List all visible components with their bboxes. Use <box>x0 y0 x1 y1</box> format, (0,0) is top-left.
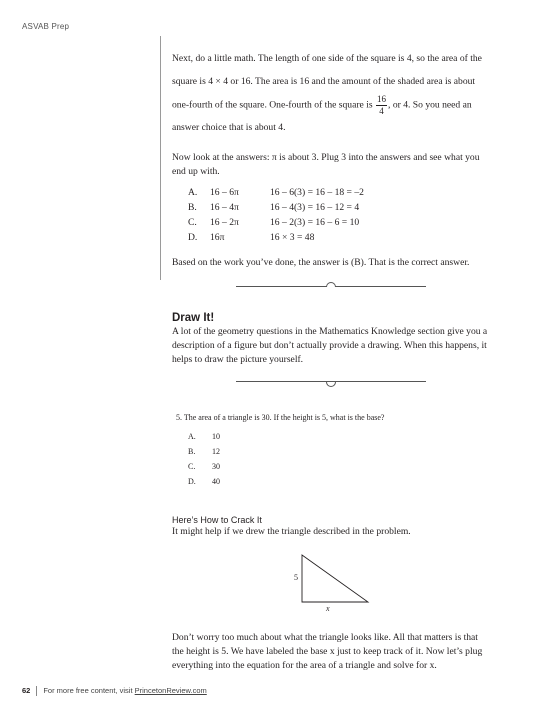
base-label: x <box>326 604 330 613</box>
answer-work: 16 – 6(3) = 16 – 18 = –2 <box>270 187 364 198</box>
margin-rule <box>160 36 161 280</box>
footer-separator <box>36 686 37 696</box>
page-footer <box>22 686 207 696</box>
para1-line3-end: , or 4. So you need an <box>388 99 472 111</box>
para1-line1: Next, do a little math. The length of one side of the square is 4, so the area of the <box>172 53 482 64</box>
footer-link[interactable]: PrincetonReview.com <box>134 686 207 695</box>
para2-line2: end up with. <box>172 166 220 177</box>
running-header: ASVAB Prep <box>22 22 70 31</box>
option-value: 10 <box>212 432 220 441</box>
option-value: 40 <box>212 477 220 486</box>
para1-line4: answer choice that is about 4. <box>172 122 286 133</box>
height-label: 5 <box>294 573 298 582</box>
para1-line3-start: one-fourth of the square. One-fourth of the square is <box>172 99 373 111</box>
option-letter: D. <box>188 477 196 486</box>
page-number: 62 <box>22 686 31 695</box>
fraction-numerator: 16 <box>377 94 387 104</box>
question-text: 5. The area of a triangle is 30. If the height is 5, what is the base? <box>176 413 385 422</box>
para4-line3: everything into the equation for the area of a triangle and solve for x. <box>172 660 437 671</box>
draw-it-line2: description of a figure but don’t actually provide a drawing. When this happens, it <box>172 340 487 351</box>
divider-ornament <box>326 282 336 287</box>
answer-expression: 16 – 4π <box>210 202 239 213</box>
divider-ornament <box>326 382 336 387</box>
answer-work: 16 × 3 = 48 <box>270 232 315 243</box>
fraction-denominator: 4 <box>379 106 384 116</box>
para4-line1: Don’t worry too much about what the triangle looks like. All that matters is that <box>172 632 478 643</box>
option-letter: A. <box>188 432 196 441</box>
answer-expression: 16 – 6π <box>210 187 239 198</box>
footer-text: For more free content, visit <box>43 686 135 695</box>
triangle-shape <box>302 555 368 602</box>
answer-work: 16 – 4(3) = 16 – 12 = 4 <box>270 202 360 213</box>
option-value: 12 <box>212 447 220 456</box>
para4-line2-text: the height is 5. We have labeled the base x just to keep track of it. Now let’s plug <box>172 646 483 657</box>
answer-expression: 16π <box>210 232 225 243</box>
option-letter: C. <box>188 462 196 471</box>
option-value: 30 <box>212 462 220 471</box>
answer-letter: C. <box>188 217 197 228</box>
fraction-16-over-4 <box>376 95 387 116</box>
para1-line3 <box>172 95 472 116</box>
para1-line2: square is 4 × 4 or 16. The area is 16 and the amount of the shaded area is about <box>172 76 476 87</box>
answer-letter: B. <box>188 202 197 213</box>
answer-letter: D. <box>188 232 198 243</box>
crack-it-line1: It might help if we drew the triangle described in the problem. <box>172 526 411 537</box>
para4-line2 <box>172 647 482 657</box>
answer-letter: A. <box>188 187 198 198</box>
draw-it-line1: A lot of the geometry questions in the Mathematics Knowledge section give you a <box>172 326 488 337</box>
draw-it-heading: Draw It! <box>172 312 215 324</box>
answer-work: 16 – 2(3) = 16 – 6 = 10 <box>270 217 360 228</box>
crack-it-heading: Here’s How to Crack It <box>172 515 262 525</box>
para3: Based on the work you’ve done, the answer is (B). That is the correct answer. <box>172 257 470 268</box>
answer-expression: 16 – 2π <box>210 217 239 228</box>
right-triangle-figure <box>280 550 390 620</box>
draw-it-line3: helps to draw the picture yourself. <box>172 354 304 365</box>
option-letter: B. <box>188 447 196 456</box>
para2-line1: Now look at the answers: π is about 3. Plug 3 into the answers and see what you <box>172 152 480 163</box>
